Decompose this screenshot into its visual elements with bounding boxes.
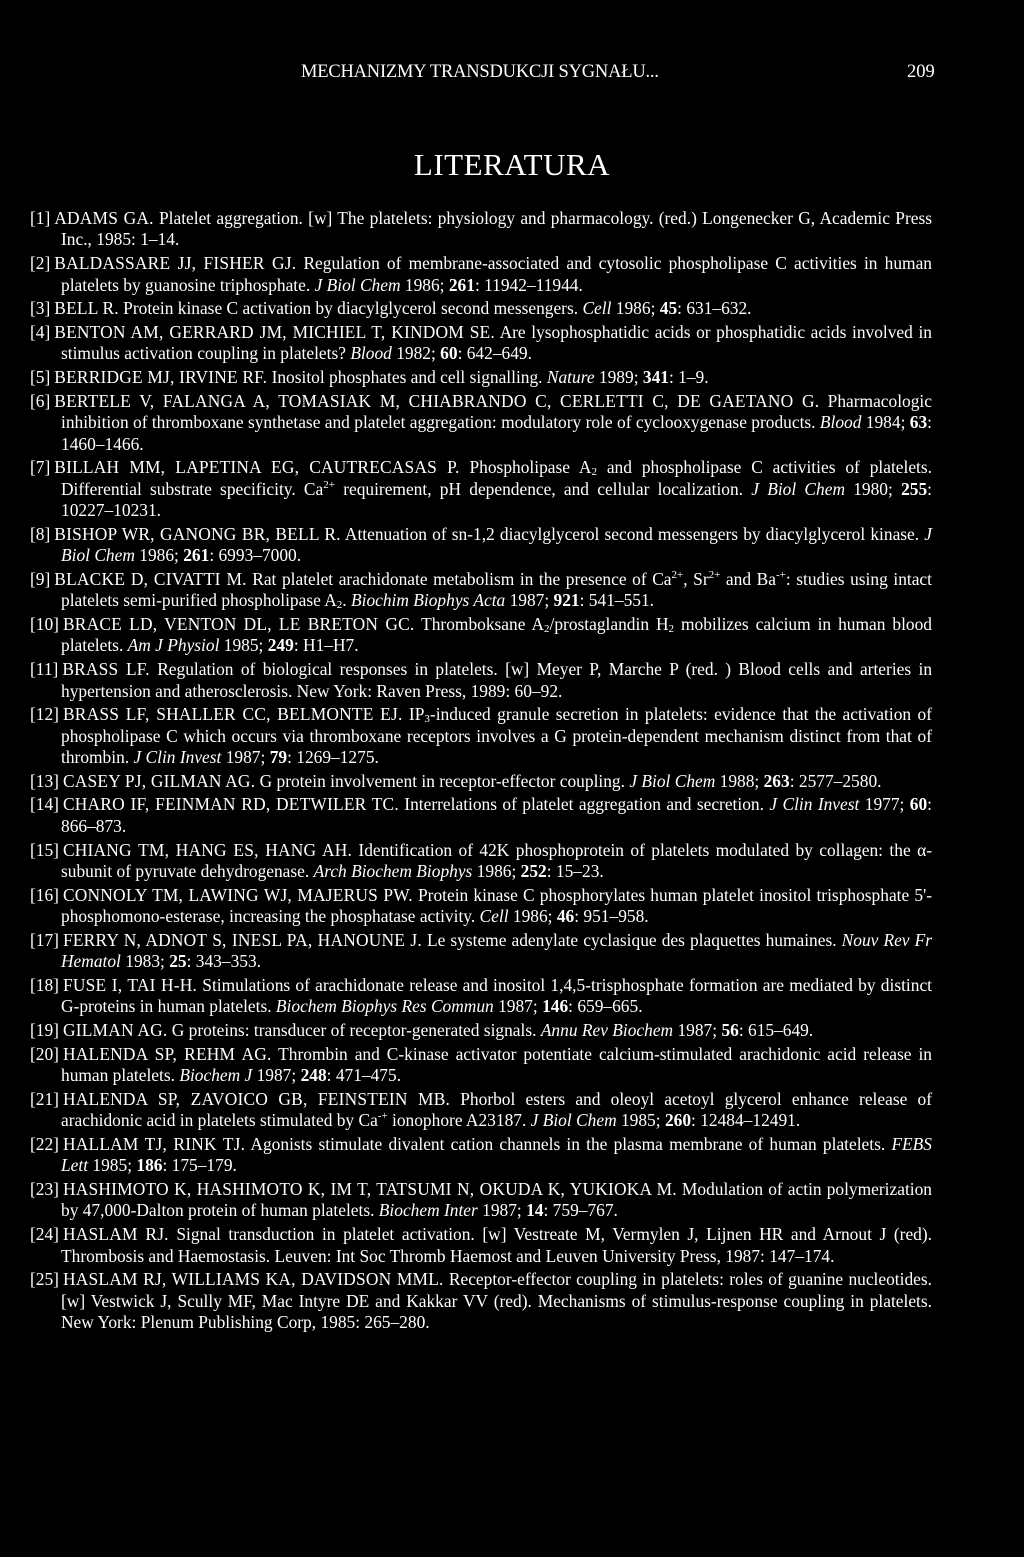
reference-volume: 79 xyxy=(269,747,288,768)
reference-year: 1985; xyxy=(88,1155,137,1176)
reference-journal: Biochim Biophys Acta xyxy=(350,590,506,611)
reference-lead xyxy=(30,1179,677,1199)
reference-authors: CONNOLY TM, LAWING WJ, MAJERUS PW. xyxy=(62,884,413,905)
reference-pages: : 642–649. xyxy=(457,343,532,364)
reference-lead xyxy=(30,614,414,634)
reference-lead xyxy=(30,771,255,791)
reference-journal: Cell xyxy=(479,906,509,927)
reference-journal: Arch Biochem Biophys xyxy=(313,860,473,881)
reference-year: 1989; xyxy=(594,367,643,388)
reference-year: 1980; xyxy=(845,478,902,499)
reference-title: requirement, pH dependence, and cellular localization. xyxy=(334,478,752,499)
reference-pages: : 631–632. xyxy=(677,298,752,319)
reference-pages: : 10227–10231. xyxy=(61,478,932,521)
reference-volume: 263 xyxy=(763,770,790,791)
reference-year: 1986; xyxy=(508,906,557,927)
reference-authors: BRACE LD, VENTON DL, LE BRETON GC. xyxy=(62,613,415,634)
reference-pages: : 1460–1466. xyxy=(61,412,932,454)
reference-journal: J Biol Chem xyxy=(61,523,932,566)
reference-lead xyxy=(30,930,422,950)
reference-pages: : 615–649. xyxy=(738,1019,814,1040)
reference-journal: J Biol Chem xyxy=(629,770,716,791)
reference-number: [14] xyxy=(30,794,59,815)
reference-body xyxy=(30,1269,932,1333)
reference-body xyxy=(30,322,932,365)
superscript: 2+ xyxy=(708,568,721,581)
reference-entry xyxy=(30,1179,932,1222)
reference-entry xyxy=(30,1269,932,1333)
reference-entry xyxy=(30,771,932,792)
reference-lead xyxy=(30,794,399,814)
reference-authors: CASEY PJ, GILMAN AG. xyxy=(62,770,256,791)
reference-title: Thromboksane A xyxy=(414,613,545,634)
reference-body xyxy=(30,930,932,973)
reference-volume: 63 xyxy=(909,412,928,433)
reference-journal: J Biol Chem xyxy=(751,478,845,499)
reference-lead xyxy=(30,569,247,589)
reference-number: [4] xyxy=(30,321,51,342)
reference-volume: 25 xyxy=(169,951,187,972)
reference-authors: HALENDA SP, REHM AG. xyxy=(62,1043,272,1064)
reference-entry xyxy=(30,930,932,973)
reference-body xyxy=(30,208,932,251)
reference-body xyxy=(30,885,932,928)
reference-lead xyxy=(30,885,413,905)
reference-journal: Annu Rev Biochem xyxy=(540,1019,674,1040)
reference-body xyxy=(30,659,932,702)
reference-title: Platelet aggregation. [w] The platelets: physiology and pharmacology. (red.) Longenecker G, Academic Press Inc., 1985: 1–14. xyxy=(61,208,932,250)
reference-number: [2] xyxy=(30,253,51,274)
reference-lead xyxy=(30,322,495,342)
subscript: 2 xyxy=(336,599,343,612)
reference-volume: 60 xyxy=(440,343,458,364)
reference-title: , Sr xyxy=(683,568,709,589)
reference-body xyxy=(30,1044,932,1087)
reference-lead xyxy=(30,1020,167,1040)
reference-number: [6] xyxy=(30,390,51,411)
reference-volume: 255 xyxy=(901,478,928,499)
reference-entry xyxy=(30,1044,932,1087)
reference-lead xyxy=(30,391,819,411)
reference-body xyxy=(30,614,932,657)
reference-pages: : 951–958. xyxy=(574,906,649,927)
reference-year: 1987; xyxy=(673,1019,722,1040)
reference-entry xyxy=(30,322,932,365)
reference-title: and phospholipase C activities of platelets. Differential substrate specificity. Ca xyxy=(61,457,932,499)
reference-year: 1988; xyxy=(715,770,764,791)
superscript: -+ xyxy=(775,568,786,581)
reference-pages: : 1269–1275. xyxy=(287,747,379,768)
reference-lead xyxy=(30,208,154,228)
reference-number: [5] xyxy=(30,367,51,388)
reference-lead xyxy=(30,1044,272,1064)
reference-title: Attenuation of sn-1,2 diacylglycerol second messengers by diacylglycerol kinase. xyxy=(340,523,925,544)
subscript: 2 xyxy=(544,622,550,635)
reference-volume: 56 xyxy=(721,1019,739,1040)
reference-entry xyxy=(30,794,932,837)
reference-authors: HASLAM RJ, WILLIAMS KA, DAVIDSON MML. xyxy=(62,1269,444,1290)
reference-journal: Nature xyxy=(546,367,595,388)
reference-number: [22] xyxy=(30,1133,59,1154)
reference-entry xyxy=(30,885,932,928)
reference-body xyxy=(30,569,932,612)
reference-year: 1982; xyxy=(391,343,441,364)
reference-pages: : 343–353. xyxy=(186,951,262,972)
reference-lead xyxy=(30,704,403,724)
reference-entry xyxy=(30,298,932,319)
reference-journal: Blood xyxy=(819,412,862,433)
reference-entry xyxy=(30,1089,932,1132)
reference-title: Protein kinase C activation by diacylglycerol second messengers. xyxy=(118,298,583,319)
reference-title: Phospholipase A xyxy=(459,457,592,478)
reference-authors: BERTELE V, FALANGA A, TOMASIAK M, CHIABRANDO C, CERLETTI C, DE GAETANO G. xyxy=(54,390,820,411)
reference-lead xyxy=(30,457,460,477)
reference-title: Phorbol esters and oleoyl acetoyl glycerol enhance release of arachidonic acid in platelets stimulated by Ca xyxy=(61,1088,932,1131)
reference-volume: 14 xyxy=(526,1200,544,1221)
reference-entry xyxy=(30,614,932,657)
reference-body xyxy=(30,1134,932,1177)
reference-journal: J Clin Invest xyxy=(133,747,222,768)
reference-body xyxy=(30,367,932,388)
reference-authors: CHARO IF, FEINMAN RD, DETWILER TC. xyxy=(62,794,399,815)
reference-entry xyxy=(30,659,932,702)
reference-body xyxy=(30,840,932,883)
reference-lead xyxy=(30,975,197,995)
reference-volume: 45 xyxy=(659,298,678,319)
reference-title: G proteins: transducer of receptor-generated signals. xyxy=(167,1019,541,1040)
reference-authors: BERRIDGE MJ, IRVINE RF. xyxy=(54,367,268,388)
reference-pages: : 759–767. xyxy=(543,1200,618,1221)
reference-journal: Biochem Inter xyxy=(378,1200,478,1221)
reference-lead xyxy=(30,1134,245,1154)
reference-body xyxy=(30,391,932,455)
reference-entry xyxy=(30,524,932,567)
reference-journal: J Clin Invest xyxy=(769,794,860,815)
reference-entry xyxy=(30,367,932,388)
reference-title: : studies using intact platelets semi-purified phospholipase A xyxy=(61,568,932,611)
reference-volume: 921 xyxy=(553,590,580,611)
reference-year: 1987; xyxy=(493,996,543,1017)
reference-title: Le systeme adenylate cyclasique des plaquettes humaines. xyxy=(421,929,842,950)
reference-number: [16] xyxy=(30,884,59,905)
running-head xyxy=(0,62,1024,86)
reference-lead xyxy=(30,659,150,679)
reference-pages: : 866–873. xyxy=(61,794,932,836)
reference-lead xyxy=(30,1269,444,1289)
reference-entry xyxy=(30,391,932,455)
section-title: LITERATURA xyxy=(413,147,611,182)
reference-volume: 261 xyxy=(183,545,210,566)
reference-year: 1987; xyxy=(505,590,554,611)
reference-entry xyxy=(30,1020,932,1041)
reference-lead xyxy=(30,253,296,273)
reference-title: mobilizes calcium in human blood platelets. xyxy=(61,613,933,656)
reference-journal: Nouv Rev Fr Hematol xyxy=(61,929,933,972)
reference-authors: HASHIMOTO K, HASHIMOTO K, IM T, TATSUMI N, OKUDA K, YUKIOKA M. xyxy=(62,1179,677,1199)
reference-title: Regulation of biological responses in platelets. [w] Meyer P, Marche P (red. ) Blood cells and arteries in hypertension and atherosclerosis. New York: Raven Press, 1989: 60–92. xyxy=(61,659,933,701)
reference-lead xyxy=(30,367,267,387)
reference-journal: Biochem Biophys Res Commun xyxy=(275,996,494,1017)
reference-title: ionophore A23187. xyxy=(387,1110,531,1131)
reference-authors: BENTON AM, GERRARD JM, MICHIEL T, KINDOM SE. xyxy=(54,321,495,342)
reference-title: Agonists stimulate divalent cation channels in the plasma membrane of human platelets. xyxy=(245,1133,892,1154)
reference-lead xyxy=(30,524,341,544)
subscript: 3 xyxy=(424,713,430,726)
reference-lead xyxy=(30,1089,450,1109)
reference-entry xyxy=(30,1224,932,1267)
reference-list xyxy=(30,208,932,1336)
reference-title: /prostaglandin H xyxy=(549,613,669,634)
reference-authors: BILLAH MM, LAPETINA EG, CAUTRECASAS P. xyxy=(54,457,460,478)
reference-title: Regulation of membrane-associated and cytosolic phospholipase C activities in human platelets by guanosine triphosphate. xyxy=(61,253,933,295)
reference-entry xyxy=(30,704,932,768)
reference-title: Protein kinase C phosphorylates human platelet inositol trisphosphate 5'-phosphomono-esterase, increasing the phosphatase activity. xyxy=(61,884,933,927)
reference-title: Stimulations of arachidonate release and inositol 1,4,5-trisphosphate formation are mediated by distinct G-proteins in human platelets. xyxy=(61,974,932,1017)
reference-number: [15] xyxy=(30,839,59,860)
reference-body xyxy=(30,1089,932,1132)
reference-pages: : 175–179. xyxy=(162,1155,237,1176)
reference-pages: : H1–H7. xyxy=(293,635,359,656)
reference-year: 1987; xyxy=(477,1200,527,1221)
reference-number: [1] xyxy=(30,208,51,228)
reference-body xyxy=(30,771,932,792)
reference-title: IP xyxy=(402,704,425,725)
reference-authors: CHIANG TM, HANG ES, HANG AH. xyxy=(62,839,353,860)
reference-volume: 252 xyxy=(520,860,547,881)
reference-entry xyxy=(30,975,932,1018)
reference-year: 1986; xyxy=(134,545,184,566)
reference-volume: 248 xyxy=(300,1065,327,1086)
reference-number: [19] xyxy=(30,1019,59,1040)
reference-volume: 60 xyxy=(909,794,928,815)
subscript: 2 xyxy=(591,466,597,479)
reference-lead xyxy=(30,840,352,860)
reference-entry xyxy=(30,840,932,883)
reference-number: [18] xyxy=(30,974,59,995)
reference-authors: GILMAN AG. xyxy=(62,1019,168,1040)
reference-volume: 249 xyxy=(267,635,294,656)
superscript: 2+ xyxy=(671,568,684,581)
reference-title: . xyxy=(342,590,351,611)
reference-year: 1986; xyxy=(400,274,449,295)
reference-title: Pharmacologic inhibition of thromboxane synthetase and platelet aggregation: modulatory role of cyclooxygenase products. xyxy=(61,390,932,433)
reference-title: Interrelations of platelet aggregation and secretion. xyxy=(398,794,770,815)
reference-authors: ADAMS GA. xyxy=(54,208,154,228)
reference-number: [13] xyxy=(30,770,59,791)
reference-volume: 186 xyxy=(136,1155,163,1176)
reference-body xyxy=(30,298,932,319)
reference-pages: : 15–23. xyxy=(546,860,604,881)
reference-authors: BELL R. xyxy=(54,298,119,319)
reference-journal: J Biol Chem xyxy=(530,1110,617,1131)
reference-title: Thrombin and C-kinase activator potentiate calcium-stimulated arachidonic acid release in human platelets. xyxy=(61,1043,932,1086)
reference-entry xyxy=(30,1134,932,1177)
reference-pages: : 2577–2580. xyxy=(789,770,882,791)
reference-entry xyxy=(30,253,932,296)
reference-volume: 46 xyxy=(556,906,575,927)
reference-lead xyxy=(30,298,119,318)
reference-number: [11] xyxy=(30,659,59,680)
reference-entry xyxy=(30,208,932,251)
reference-entry xyxy=(30,457,932,521)
reference-title: Are lysophosphatidic acids or phosphatidic acids involved in stimulus activation coupling in platelets? xyxy=(61,321,932,364)
reference-pages: : 471–475. xyxy=(326,1065,402,1086)
reference-authors: HALLAM TJ, RINK TJ. xyxy=(62,1133,246,1154)
reference-title: Modulation of actin polymerization by 47,000-Dalton protein of human platelets. xyxy=(61,1179,932,1221)
reference-body xyxy=(30,253,932,296)
running-title: MECHANIZMY TRANSDUKCJI SYGNAŁU... xyxy=(301,62,659,82)
subscript: 2 xyxy=(668,622,675,635)
reference-authors: BLACKE D, CIVATTI M. xyxy=(54,568,247,589)
reference-number: [7] xyxy=(30,457,51,478)
reference-body xyxy=(30,794,932,837)
reference-lead xyxy=(30,1224,169,1244)
reference-title: G protein involvement in receptor-effector coupling. xyxy=(255,770,630,791)
reference-pages: : 11942–11944. xyxy=(474,274,583,295)
reference-volume: 341 xyxy=(642,367,669,388)
reference-body xyxy=(30,975,932,1018)
reference-number: [25] xyxy=(30,1269,59,1290)
reference-pages: : 659–665. xyxy=(568,996,643,1017)
reference-journal: J Biol Chem xyxy=(314,274,401,295)
reference-authors: FERRY N, ADNOT S, INESL PA, HANOUNE J. xyxy=(62,929,422,950)
reference-journal: Am J Physiol xyxy=(127,635,220,656)
reference-entry xyxy=(30,569,932,612)
reference-volume: 146 xyxy=(542,996,569,1017)
reference-number: [23] xyxy=(30,1179,59,1199)
reference-title: Signal transduction in platelet activation. [w] Vestreate M, Vermylen J, Lijnen HR and Arnout J (red). Thrombosis and Haemostasis. Leuven: Int Soc Thromb Haemost and Leuven University Press, 1987: 147–174. xyxy=(61,1224,932,1266)
reference-year: 1987; xyxy=(221,747,270,768)
reference-pages: : 1–9. xyxy=(668,367,709,388)
reference-title: and Ba xyxy=(720,568,776,589)
reference-number: [9] xyxy=(30,568,51,589)
page-number: 209 xyxy=(907,62,935,82)
reference-body xyxy=(30,704,932,768)
reference-journal: Biochem J xyxy=(179,1065,253,1086)
reference-number: [3] xyxy=(30,298,51,319)
reference-body xyxy=(30,1179,932,1222)
reference-number: [10] xyxy=(30,613,59,634)
reference-body xyxy=(30,1224,932,1267)
reference-year: 1977; xyxy=(859,794,910,815)
reference-volume: 261 xyxy=(448,274,475,295)
reference-year: 1987; xyxy=(252,1065,301,1086)
reference-number: [24] xyxy=(30,1224,59,1245)
reference-number: [17] xyxy=(30,929,59,950)
reference-title: Rat platelet arachidonate metabolism in the presence of Ca xyxy=(246,568,672,589)
reference-journal: Cell xyxy=(582,298,612,319)
reference-journal: FEBS Lett xyxy=(61,1133,933,1176)
reference-body xyxy=(30,457,932,521)
reference-year: 1985; xyxy=(616,1110,665,1131)
reference-pages: : 6993–7000. xyxy=(209,545,302,566)
reference-authors: BALDASSARE JJ, FISHER GJ. xyxy=(54,253,297,274)
superscript: 2+ xyxy=(323,478,335,491)
reference-body xyxy=(30,524,932,567)
reference-year: 1983; xyxy=(120,951,170,972)
reference-authors: HALENDA SP, ZAVOICO GB, FEINSTEIN MB. xyxy=(62,1088,451,1109)
reference-title: Inositol phosphates and cell signalling. xyxy=(267,367,547,388)
reference-authors: HASLAM RJ. xyxy=(62,1224,169,1245)
superscript: -+ xyxy=(377,1110,388,1123)
reference-year: 1986; xyxy=(472,860,521,881)
reference-title: Identification of 42K phosphoprotein of platelets modulated by collagen: the α-subunit of pyruvate dehydrogenase. xyxy=(61,839,932,881)
reference-authors: FUSE I, TAI H-H. xyxy=(62,974,198,995)
reference-body xyxy=(30,1020,932,1041)
reference-title: Receptor-effector coupling in platelets: roles of guanine nucleotides. [w] Vestwick J, Scully MF, Mac Intyre DE and Kakkar VV (red). Mechanisms of stimulus-response coupling in platelets. New York: Plenum Publishing Corp, 1985: 265–280. xyxy=(61,1269,932,1333)
reference-pages: : 541–551. xyxy=(579,590,655,611)
reference-number: [21] xyxy=(30,1088,59,1109)
reference-number: [12] xyxy=(30,704,59,725)
reference-year: 1985; xyxy=(219,635,268,656)
reference-year: 1984; xyxy=(861,412,910,433)
reference-authors: BRASS LF. xyxy=(62,659,150,680)
reference-volume: 260 xyxy=(664,1110,692,1131)
reference-authors: BRASS LF, SHALLER CC, BELMONTE EJ. xyxy=(62,704,403,725)
reference-number: [20] xyxy=(30,1043,59,1064)
reference-year: 1986; xyxy=(611,298,660,319)
reference-number: [8] xyxy=(30,523,51,544)
reference-authors: BISHOP WR, GANONG BR, BELL R. xyxy=(54,523,341,544)
reference-pages: : 12484–12491. xyxy=(691,1110,801,1131)
reference-journal: Blood xyxy=(350,343,392,364)
reference-title: -induced granule secretion in platelets: evidence that the activation of phospholipase C which occurs via thromboxane receptors involves a G protein-dependent mechanism distinct from that of thrombin. xyxy=(61,704,933,768)
